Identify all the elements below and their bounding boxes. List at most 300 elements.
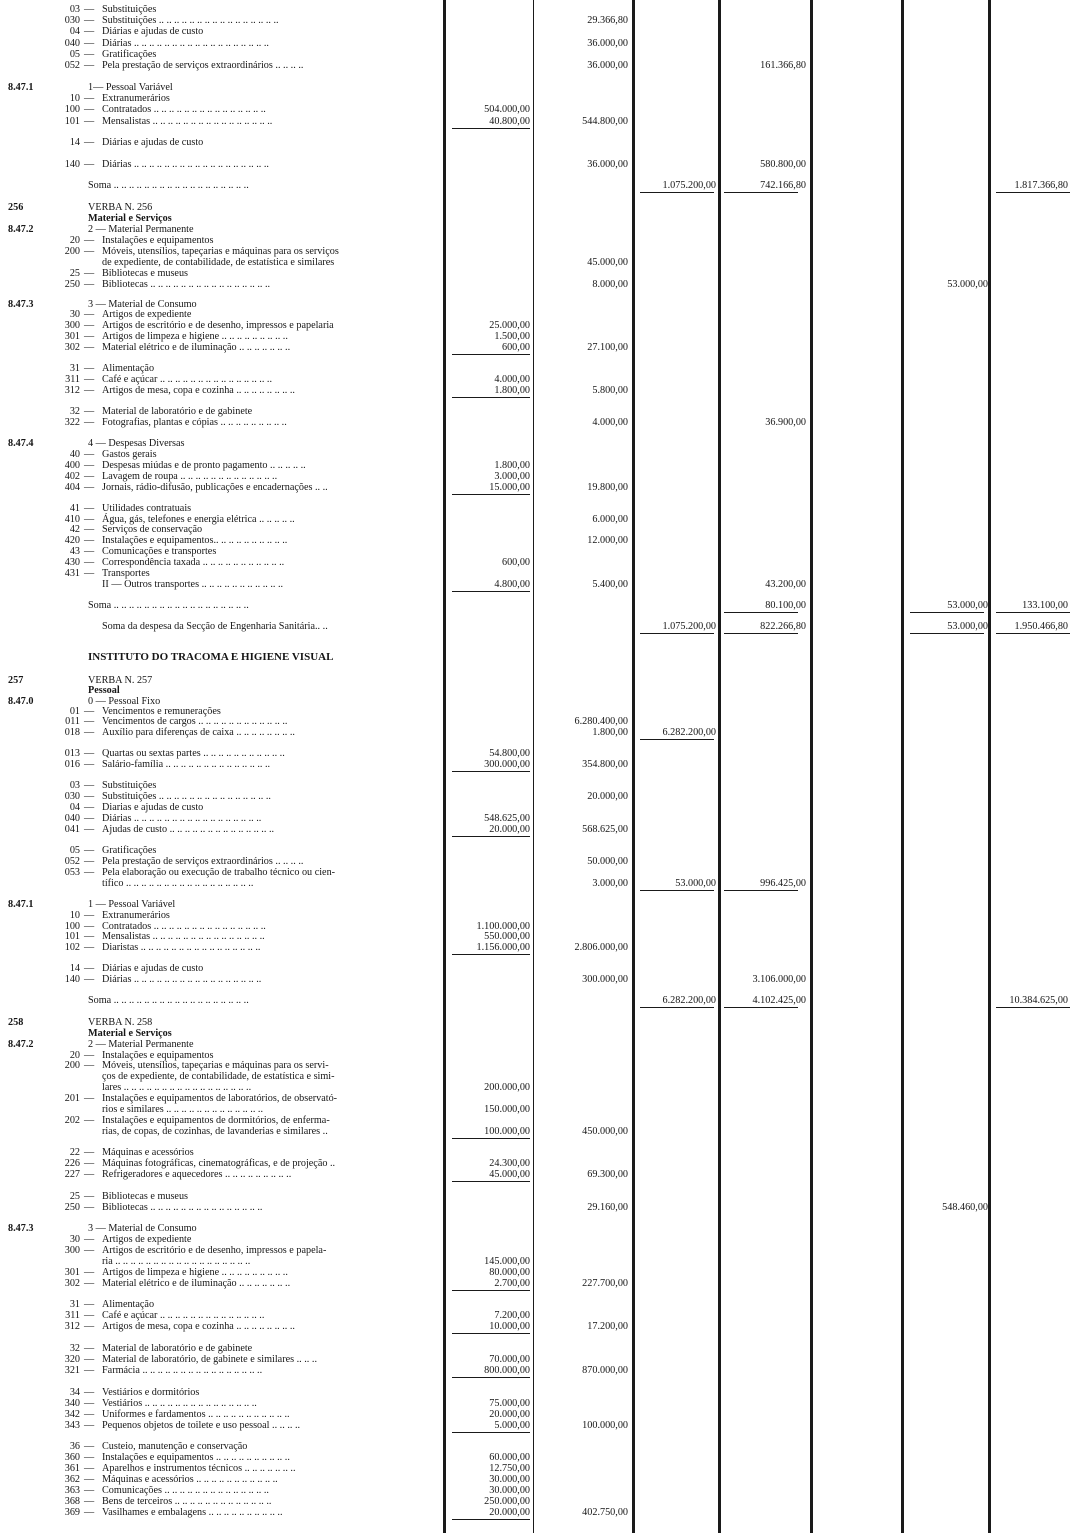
code-dash: — [84,1409,95,1420]
table-row [0,1420,1077,1431]
code-dash: — [84,1234,95,1245]
code-dash: — [84,1441,95,1452]
value-col-2: 36.000,00 [587,159,628,170]
table-row [0,257,1077,268]
code-dash: — [84,535,95,546]
value-col-1: 10.000,00 [489,1321,530,1332]
item-description: Instalações e equipamentos .. .. .. .. .. .. .. .. .. .. [102,1452,290,1463]
item-description: Bens de terceiros .. .. .. .. .. .. .. .. .. .. .. .. .. [102,1496,272,1507]
item-description: Gratificações [102,49,157,60]
item-code: 201 [64,1093,80,1104]
code-dash: — [84,856,95,867]
table-row [0,159,1077,170]
code-dash: — [84,60,95,71]
item-description: Vencimentos de cargos .. .. .. .. .. .. .. .. .. .. .. .. [102,716,288,727]
item-description: Comunicações e transportes [102,546,217,557]
table-row [0,910,1077,921]
item-code: 402 [64,471,80,482]
item-code: 43 [69,546,80,557]
item-description: Fotografias, plantas e cópias .. .. .. .. .. .. .. .. .. [102,417,287,428]
item-description: Artigos de mesa, copa e cozinha .. .. .. .. .. .. .. .. [102,1321,295,1332]
code-dash: — [84,1474,95,1485]
item-description: 2 — Material Permanente [88,224,194,235]
item-description: Vestiários e dormitórios [102,1387,200,1398]
code-dash: — [84,780,95,791]
value-col-2: 8.000,00 [592,279,628,290]
value-col-6: 1.817.366,80 [1014,180,1068,191]
item-code: 200 [64,246,80,257]
table-row [0,963,1077,974]
code-dash: — [84,791,95,802]
code-dash: — [84,813,95,824]
table-row [0,802,1077,813]
table-row [0,1234,1077,1245]
value-col-1: 1.500,00 [494,331,530,342]
item-code: 101 [64,931,80,942]
value-col-1: 30.000,00 [489,1485,530,1496]
item-description: Máquinas fotográficas, cinematográficas, e de projeção .. [102,1158,336,1169]
table-row [0,4,1077,15]
code-dash: — [84,279,95,290]
subtotal-rule [452,1333,530,1334]
value-col-2: 1.800,00 [592,727,628,738]
code-dash: — [84,26,95,37]
table-row [0,363,1077,374]
table-row [0,1343,1077,1354]
value-col-5: 53.000,00 [947,279,988,290]
value-col-4: 3.106.000,00 [752,974,806,985]
table-row [0,116,1077,127]
table-row [0,1126,1077,1137]
table-row [0,813,1077,824]
item-description: rias, de copas, de cozinhas, de lavanderias e similares .. [102,1126,328,1137]
table-row [0,137,1077,148]
value-col-4: 996.425,00 [760,878,806,889]
value-col-4: 580.800,00 [760,159,806,170]
table-row [0,93,1077,104]
subtotal-rule [452,397,530,398]
item-description: Ajudas de custo .. .. .. .. .. .. .. .. .. .. .. .. .. .. [102,824,275,835]
table-row [0,1321,1077,1332]
item-description: Mensalistas .. .. .. .. .. .. .. .. .. .. .. .. .. .. .. .. [102,116,273,127]
code-dash: — [84,824,95,835]
item-description: Quartas ou sextas partes .. .. .. .. .. .. .. .. .. .. .. [102,748,285,759]
total-rule [640,1007,714,1008]
item-code: 32 [69,1343,80,1354]
table-row [0,482,1077,493]
item-description: VERBA N. 257 [88,675,153,686]
item-description: Diárias .. .. .. .. .. .. .. .. .. .. .. .. .. .. .. .. .. .. [102,159,269,170]
item-description: Móveis, utensílios, tapeçarias e máquinas para os servi- [102,1060,329,1071]
item-description: Extranumerários [102,910,170,921]
section-heading [0,652,1077,663]
value-col-1: 24.300,00 [489,1158,530,1169]
table-row [0,1452,1077,1463]
value-col-6: 1.950.466,80 [1014,621,1068,632]
item-code: 342 [64,1409,80,1420]
sum-row [0,600,1077,611]
value-col-3: 1.075.200,00 [662,621,716,632]
item-description: INSTITUTO DO TRACOMA E HIGIENE VISUAL [88,651,334,663]
value-col-4: 80.100,00 [765,600,806,611]
item-code: 10 [69,910,80,921]
table-row [0,942,1077,953]
table-row [0,1278,1077,1289]
item-description: Artigos de mesa, copa e cozinha .. .. .. .. .. .. .. .. [102,385,295,396]
total-rule [910,633,984,634]
item-description: Gastos gerais [102,449,157,460]
value-col-3: 53.000,00 [675,878,716,889]
section-code: 257 [8,675,24,686]
value-col-1: 200.000,00 [484,1082,530,1093]
value-col-1: 145.000,00 [484,1256,530,1267]
item-code: 040 [64,813,80,824]
item-description: Material e Serviços [88,213,172,224]
table-row [0,856,1077,867]
item-description: Instalações e equipamentos de dormitórios, de enferma- [102,1115,330,1126]
value-col-1: 12.750,00 [489,1463,530,1474]
code-dash: — [84,1321,95,1332]
item-description: Instalações e equipamentos de laboratórios, de observató- [102,1093,338,1104]
table-row [0,417,1077,428]
value-col-2: 6.280.400,00 [574,716,628,727]
item-code: 011 [65,716,80,727]
item-code: 018 [64,727,80,738]
section-code: 8.47.2 [8,224,34,235]
item-code: 368 [64,1496,80,1507]
table-row [0,1202,1077,1213]
code-dash: — [84,1485,95,1496]
item-description: Instalações e equipamentos.. .. .. .. .. .. .. .. .. .. [102,535,288,546]
code-dash: — [84,363,95,374]
item-code: 340 [64,1398,80,1409]
value-col-1: 54.800,00 [489,748,530,759]
value-col-1: 100.000,00 [484,1126,530,1137]
value-col-2: 36.000,00 [587,38,628,49]
item-code: 102 [64,942,80,953]
value-col-1: 550.000,00 [484,931,530,942]
table-row [0,780,1077,791]
item-description: Instalações e equipamentos [102,235,214,246]
subtotal-rule [452,494,530,495]
code-dash: — [84,931,95,942]
section-code: 256 [8,202,24,213]
code-dash: — [84,802,95,813]
code-dash: — [84,1267,95,1278]
item-code: 140 [64,159,80,170]
value-col-1: 7.200,00 [494,1310,530,1321]
table-row [0,60,1077,71]
table-row [0,1507,1077,1518]
item-code: 400 [64,460,80,471]
item-description: Artigos de escritório e de desenho, impressos e papelaria [102,320,334,331]
value-col-1: 1.100.000,00 [476,921,530,932]
value-col-4: 161.366,80 [760,60,806,71]
code-dash: — [84,1310,95,1321]
code-dash: — [84,1420,95,1431]
subtotal-rule [452,354,530,355]
code-dash: — [84,1343,95,1354]
code-dash: — [84,942,95,953]
item-code: 363 [64,1485,80,1496]
code-dash: — [84,137,95,148]
table-row [0,26,1077,37]
item-code: 430 [64,557,80,568]
item-code: 34 [69,1387,80,1398]
item-code: 32 [69,406,80,417]
value-col-4: 4.102.425,00 [752,995,806,1006]
item-code: 202 [64,1115,80,1126]
code-dash: — [84,38,95,49]
item-code: 300 [64,320,80,331]
table-row [0,246,1077,257]
total-rule [996,612,1070,613]
table-row [0,557,1077,568]
item-code: 302 [64,342,80,353]
item-description: Diaristas .. .. .. .. .. .. .. .. .. .. .. .. .. .. .. .. [102,942,261,953]
code-dash: — [84,1202,95,1213]
subtotal-rule [452,836,530,837]
item-description: VERBA N. 256 [88,202,153,213]
total-rule [640,633,714,634]
item-code: 20 [69,235,80,246]
item-code: 227 [64,1169,80,1180]
table-row [0,1104,1077,1115]
item-description: Substituições [102,780,157,791]
item-code: 250 [64,279,80,290]
item-description: 1 — Pessoal Variável [88,899,176,910]
table-row [0,1082,1077,1093]
code-dash: — [84,568,95,579]
value-col-1: 5.000,00 [494,1420,530,1431]
value-col-2: 5.400,00 [592,579,628,590]
code-dash: — [84,1398,95,1409]
value-col-1: 1.800,00 [494,460,530,471]
item-description: Diárias .. .. .. .. .. .. .. .. .. .. .. .. .. .. .. .. .. [102,813,262,824]
item-description: Máquinas e acessórios .. .. .. .. .. .. .. .. .. .. .. [102,1474,278,1485]
item-code: 301 [64,1267,80,1278]
item-description: Vasilhames e embalagens .. .. .. .. .. .. .. .. .. .. [102,1507,283,1518]
item-code: 030 [64,15,80,26]
code-dash: — [84,1050,95,1061]
item-description: Diárias e ajudas de custo [102,137,204,148]
item-description: Bibliotecas .. .. .. .. .. .. .. .. .. .. .. .. .. .. .. .. [102,279,271,290]
item-code: 22 [69,1147,80,1158]
item-code: 01 [69,706,80,717]
value-col-2: 450.000,00 [582,1126,628,1137]
code-dash: — [84,1463,95,1474]
section-code: 8.47.1 [8,82,34,93]
value-col-1: 25.000,00 [489,320,530,331]
item-description: VERBA N. 258 [88,1017,153,1028]
item-description: Material elétrico e de iluminação .. .. .. .. .. .. .. [102,342,291,353]
value-col-3: 1.075.200,00 [662,180,716,191]
table-row [0,38,1077,49]
value-col-1: 20.000,00 [489,1507,530,1518]
table-row [0,546,1077,557]
subtotal-rule [452,1432,530,1433]
table-row [0,202,1077,213]
item-description: 3 — Material de Consumo [88,1223,197,1234]
value-col-2: 17.200,00 [587,1321,628,1332]
value-col-1: 75.000,00 [489,1398,530,1409]
code-dash: — [84,93,95,104]
item-description: Auxílio para diferenças de caixa .. .. .. .. .. .. .. .. [102,727,295,738]
table-row [0,224,1077,235]
value-col-1: 20.000,00 [489,824,530,835]
table-row [0,1474,1077,1485]
table-row [0,1485,1077,1496]
item-description: Pela prestação de serviços extraordinários .. .. .. .. [102,856,304,867]
code-dash: — [84,1299,95,1310]
item-description: Pessoal [88,685,120,696]
table-row [0,535,1077,546]
table-row [0,759,1077,770]
value-col-2: 19.800,00 [587,482,628,493]
table-row [0,1245,1077,1256]
table-row [0,104,1077,115]
value-col-5: 548.460,00 [942,1202,988,1213]
value-col-1: 504.000,00 [484,104,530,115]
table-row [0,49,1077,60]
item-code: 20 [69,1050,80,1061]
table-row [0,279,1077,290]
value-col-2: 29.160,00 [587,1202,628,1213]
item-code: 431 [64,568,80,579]
code-dash: — [84,1354,95,1365]
sum-row [0,995,1077,1006]
item-description: Diarias e ajudas de custo [102,802,204,813]
item-description: Mensalistas .. .. .. .. .. .. .. .. .. .. .. .. .. .. .. [102,931,265,942]
code-dash: — [84,910,95,921]
item-code: 040 [64,38,80,49]
item-description: Diárias .. .. .. .. .. .. .. .. .. .. .. .. .. .. .. .. .. .. [102,38,269,49]
item-code: 311 [65,374,80,385]
item-description: Extranumerários [102,93,170,104]
item-description: Artigos de expediente [102,1234,192,1245]
item-code: 360 [64,1452,80,1463]
item-description: Material de laboratório e de gabinete [102,1343,253,1354]
item-description: Farmácia .. .. .. .. .. .. .. .. .. .. .. .. .. .. .. .. [102,1365,263,1376]
value-col-2: 36.000,00 [587,60,628,71]
table-row [0,320,1077,331]
section-code: 8.47.2 [8,1039,34,1050]
item-description: Aparelhos e instrumentos técnicos .. .. .. .. .. .. .. [102,1463,296,1474]
table-row [0,385,1077,396]
item-description: Água, gás, telefones e energia elétrica .. .. .. .. .. [102,514,295,525]
item-code: 10 [69,93,80,104]
value-col-1: 548.625,00 [484,813,530,824]
value-col-1: 800.000,00 [484,1365,530,1376]
section-code: 8.47.0 [8,696,34,707]
section-code: 8.47.3 [8,1223,34,1234]
value-col-1: 600,00 [501,557,530,568]
value-col-2: 300.000,00 [582,974,628,985]
item-code: 361 [64,1463,80,1474]
value-col-3: 6.282.200,00 [662,995,716,1006]
item-description: Material de laboratório, de gabinete e similares .. .. .. [102,1354,317,1365]
value-col-2: 354.800,00 [582,759,628,770]
item-description: Despesas miúdas e de pronto pagamento .. .. .. .. .. [102,460,306,471]
item-description: Salário-família .. .. .. .. .. .. .. .. .. .. .. .. .. .. [102,759,271,770]
item-description: Substituições .. .. .. .. .. .. .. .. .. .. .. .. .. .. .. [102,791,271,802]
value-col-1: 20.000,00 [489,1409,530,1420]
code-dash: — [84,748,95,759]
item-description: Artigos de escritório e de desenho, impressos e papela- [102,1245,327,1256]
table-row [0,1267,1077,1278]
value-col-2: 3.000,00 [592,878,628,889]
section-code: 8.47.4 [8,438,34,449]
table-row [0,1115,1077,1126]
item-code: 321 [64,1365,80,1376]
value-col-2: 544.800,00 [582,116,628,127]
code-dash: — [84,867,95,878]
item-description: Material de laboratório e de gabinete [102,406,253,417]
table-row [0,331,1077,342]
table-row [0,1169,1077,1180]
table-row [0,748,1077,759]
item-description: rios e similares .. .. .. .. .. .. .. .. .. .. .. .. .. [102,1104,264,1115]
sum-row [0,180,1077,191]
code-dash: — [84,706,95,717]
table-row [0,568,1077,579]
value-col-2: 69.300,00 [587,1169,628,1180]
value-col-1: 80.000,00 [489,1267,530,1278]
item-description: ços de expediente, de contabilidade, de estatística e simi- [102,1071,335,1082]
section-code: 8.47.1 [8,899,34,910]
table-row [0,1310,1077,1321]
item-code: 04 [69,26,80,37]
code-dash: — [84,320,95,331]
table-row [0,845,1077,856]
table-row [0,727,1077,738]
item-description: 4 — Despesas Diversas [88,438,185,449]
code-dash: — [84,49,95,60]
item-code: 03 [69,780,80,791]
value-col-2: 27.100,00 [587,342,628,353]
item-description: Artigos de limpeza e higiene .. .. .. .. .. .. .. .. .. [102,1267,288,1278]
item-description: Soma .. .. .. .. .. .. .. .. .. .. .. .. .. .. .. .. .. .. [88,180,249,191]
table-row [0,503,1077,514]
item-description: Instalações e equipamentos [102,1050,214,1061]
item-description: Bibliotecas e museus [102,1191,189,1202]
value-col-5: 53.000,00 [947,621,988,632]
total-rule [724,890,798,891]
table-row [0,1463,1077,1474]
item-code: 052 [64,60,80,71]
code-dash: — [84,309,95,320]
item-code: 013 [64,748,80,759]
item-code: 030 [64,791,80,802]
table-row [0,1060,1077,1071]
table-row [0,471,1077,482]
total-rule [640,192,714,193]
item-description: Jornais, rádio-difusão, publicações e encadernações .. .. [102,482,328,493]
code-dash: — [84,963,95,974]
value-col-2: 4.000,00 [592,417,628,428]
item-description: Custeio, manutenção e conservação [102,1441,248,1452]
table-row [0,1409,1077,1420]
value-col-2: 568.625,00 [582,824,628,835]
item-description: Utilidades contratuais [102,503,192,514]
item-code: 31 [69,1299,80,1310]
total-rule [996,192,1070,193]
code-dash: — [84,557,95,568]
value-col-4: 36.900,00 [765,417,806,428]
subtotal-rule [452,1290,530,1291]
code-dash: — [84,374,95,385]
value-col-4: 742.166,80 [760,180,806,191]
